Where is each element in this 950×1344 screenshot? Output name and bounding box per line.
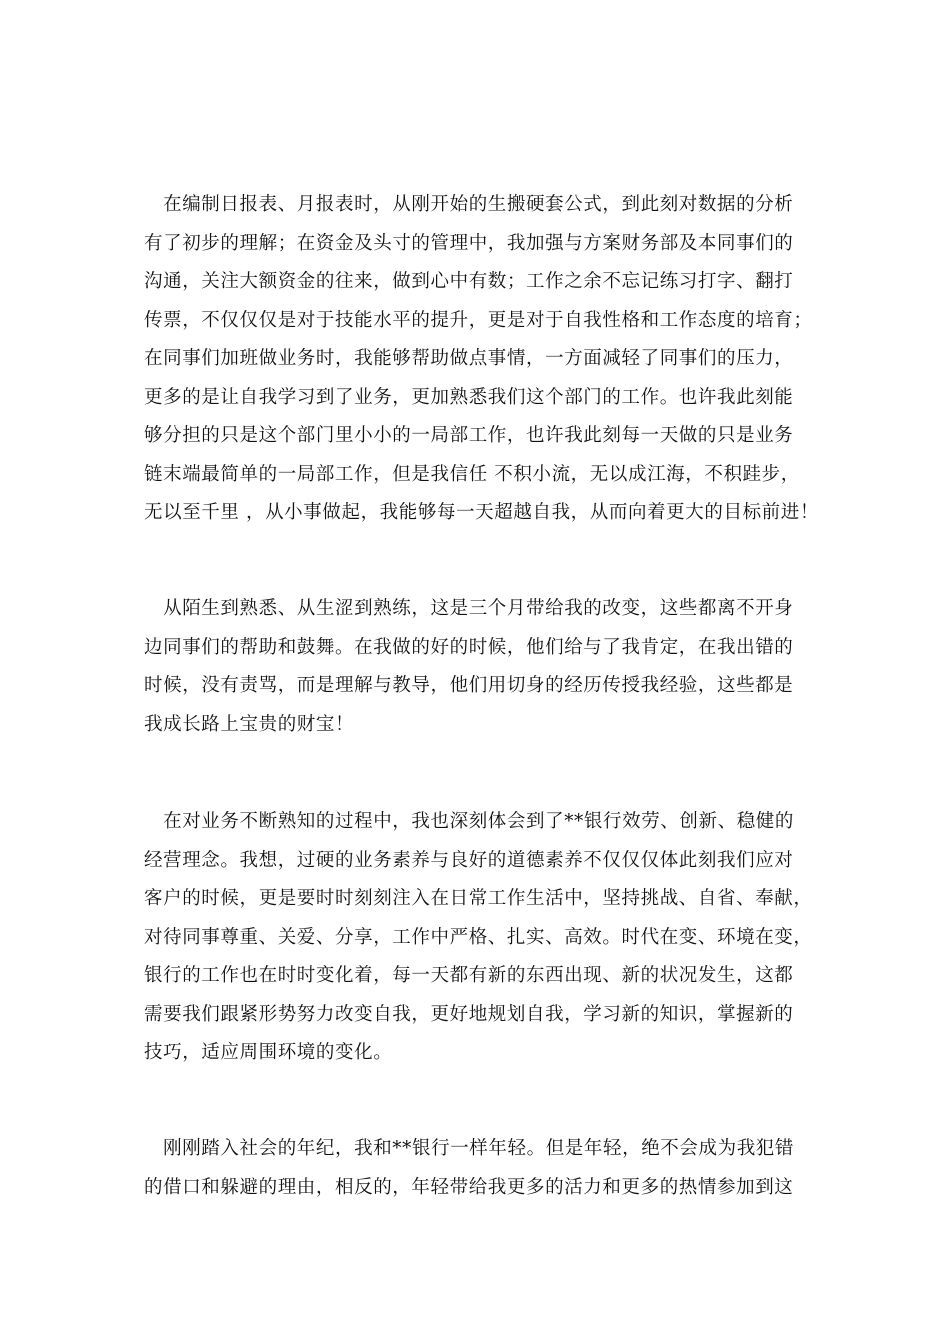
text-line: 从陌生到熟悉、从生涩到熟练，这是三个月带给我的改变，这些都离不开身	[144, 598, 794, 619]
text-line: 有了初步的理解；在资金及头寸的管理中，我加强与方案财务部及本同事们的	[144, 232, 794, 254]
text-line: 技巧，适应周围环境的变化。	[144, 1042, 393, 1063]
text-line: 在同事们加班做业务时，我能够帮助做点事情，一方面减轻了同事们的压力，	[144, 348, 794, 369]
paragraph-4	[144, 1130, 824, 1207]
text-line: 需要我们跟紧形势努力改变自我，更好地规划自我，学习新的知识，掌握新的	[144, 1003, 794, 1025]
text-line: 经营理念。我想，过硬的业务素养与良好的道德素养不仅仅仅体此刻我们应对	[144, 849, 794, 871]
text-line: 客户的时候，更是要时时刻刻注入在日常工作生活中，坚持挑战、自省、奉献，	[144, 888, 813, 909]
text-line: 更多的是让自我学习到了业务，更加熟悉我们这个部门的工作。也许我此刻能	[144, 386, 794, 408]
text-line: 够分担的只是这个部门里小小的一局部工作，也许我此刻每一天做的只是业务	[144, 425, 794, 446]
paragraph-1	[144, 186, 824, 533]
text-line: 时候，没有责骂，而是理解与教导，他们用切身的经历传授我经验，这些都是	[144, 675, 794, 696]
text-line: 链末端最简单的一局部工作，但是我信任 不积小流，无以成江海，不积跬步，	[144, 463, 800, 485]
paragraph-2	[144, 590, 824, 744]
text-line: 沟通，关注大额资金的往来，做到心中有数；工作之余不忘记练习打字、翻打	[144, 271, 794, 292]
paragraph-3	[144, 803, 824, 1073]
text-line: 传票，不仅仅仅是对于技能水平的提升，更是对于自我性格和工作态度的培育；	[144, 309, 813, 331]
text-line: 的借口和躲避的理由，相反的，年轻带给我更多的活力和更多的热情参加到这	[144, 1176, 794, 1198]
text-line: 无以至千里 ，从小事做起，我能够每一天超越自我，从而向着更大的目标前进！	[144, 502, 819, 523]
text-line: 边同事们的帮助和鼓舞。在我做的好的时候，他们给与了我肯定，在我出错的	[144, 636, 794, 658]
text-line: 刚刚踏入社会的年纪，我和**银行一样年轻。但是年轻，绝不会成为我犯错	[144, 1138, 795, 1159]
text-line: 在对业务不断熟知的过程中，我也深刻体会到了**银行效劳、创新、稳健的	[144, 811, 795, 832]
text-line: 在编制日报表、月报表时，从刚开始的生搬硬套公式，到此刻对数据的分析	[144, 194, 794, 215]
text-line: 对待同事尊重、关爱、分享，工作中严格、扎实、高效。时代在变、环境在变，	[144, 926, 813, 948]
text-line: 我成长路上宝贵的财宝！	[144, 713, 355, 735]
text-line: 银行的工作也在时时变化着，每一天都有新的东西出现、新的状况发生，这都	[144, 965, 794, 986]
